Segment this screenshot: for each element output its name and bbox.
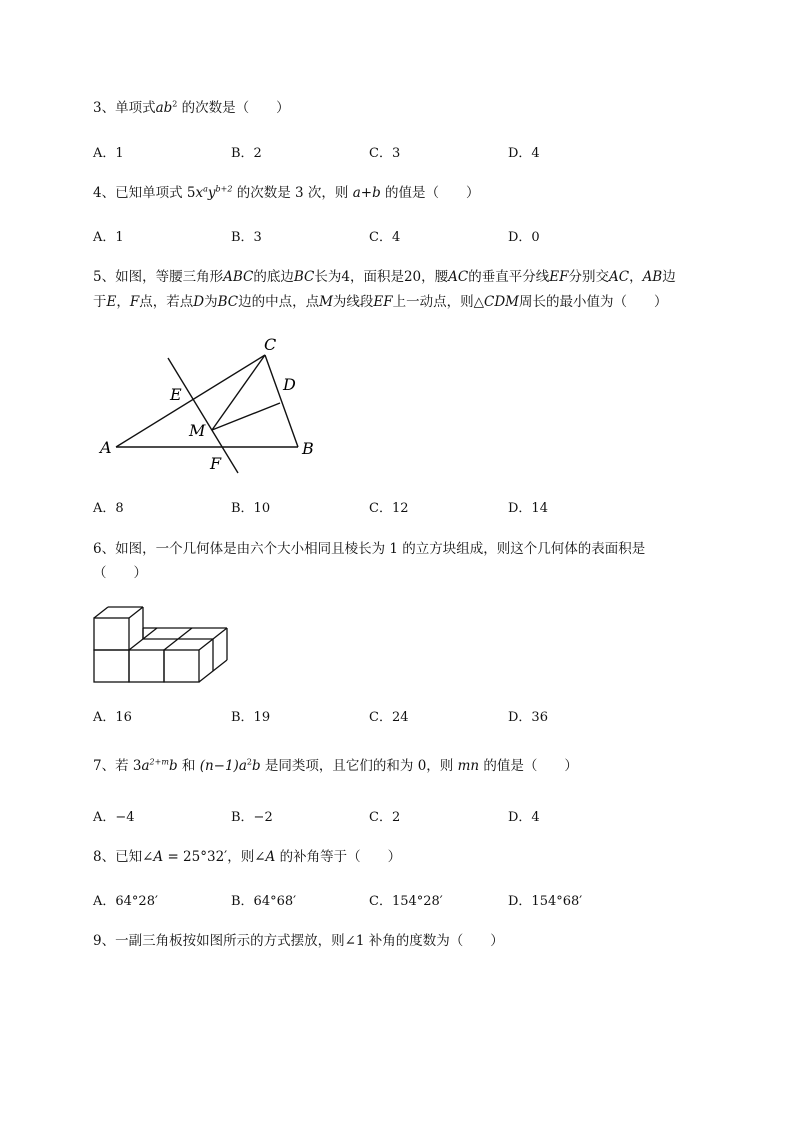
q6-option-c[interactable]: C．24 [369,710,409,725]
q5-l1-text-12: 边 [662,269,676,285]
q7-term1-var: a [141,758,150,774]
q8-suffix: 的补角等于（ ） [275,849,402,865]
q5-triangle-figure [90,330,330,480]
q4-option-b[interactable]: B．3 [231,230,262,245]
q6-option-a[interactable]: A．16 [93,710,132,725]
q8-option-c[interactable]: C．154°28′ [369,894,443,909]
q4-x: x [195,185,204,201]
q6-cube-front-2 [129,650,164,682]
q5-l2-m: M [319,294,333,310]
question-8 [93,847,401,867]
question-6-line-2: （ ） [93,565,147,581]
q6-edge-3 [129,607,143,618]
q7-option-d[interactable]: D．4 [508,810,540,825]
q7-and: 和 [177,758,200,774]
q5-l2-text-10: 为线段 [332,294,374,310]
q7-term1-b: b [168,758,178,774]
question-5-line-1 [93,267,676,287]
q8-option-a[interactable]: A．64°28′ [93,894,158,909]
q7-mid: 是同类项，且它们的和为 0，则 [260,758,458,774]
q4-mid: 的次数是 3 次，则 [232,185,353,201]
q5-label-m: M [189,421,206,440]
q3-option-b[interactable]: B．2 [231,146,262,161]
q5-l1-text-0: 5、如图，等腰三角形 [93,269,224,285]
q3-var: ab [155,100,173,116]
q5-l2-d: D [193,294,205,310]
q5-option-a[interactable]: A．8 [93,501,124,516]
q5-l1-ac: AC [448,269,469,285]
q4-expr: a+b [352,185,381,201]
q5-l2-text-4: 点，若点 [139,294,194,310]
q7-option-c[interactable]: C．2 [369,810,401,825]
q8-option-d[interactable]: D．154°68′ [508,894,583,909]
q7-option-a[interactable]: A．−4 [93,810,135,825]
q5-l2-text-14: 周长的最小值为（ ） [519,294,668,310]
q5-l2-e: E [106,294,117,310]
q5-l1-text-2: 的底边 [253,269,294,285]
q4-option-c[interactable]: C．4 [369,230,401,245]
q6-cube-front-3 [164,650,199,682]
q5-l2-text-0: 于 [93,294,107,310]
q8-options [93,890,693,910]
q5-l2-ef: EF [373,294,393,310]
q5-l1-ac-2: AC [608,269,630,285]
q5-label-c: C [264,335,277,354]
q5-option-d[interactable]: D．14 [508,501,548,516]
q5-label-b: B [302,439,314,458]
q3-option-d[interactable]: D．4 [508,146,540,161]
q6-options [93,706,693,726]
q5-l2-comma: ， [116,294,130,310]
q4-prefix: 4、已知单项式 5 [93,185,196,201]
q5-options [93,497,693,517]
q3-option-c[interactable]: C．3 [369,146,401,161]
q7-term2-paren: (n−1) [199,758,239,774]
q5-l1-text-6: 的垂直平分线 [468,269,550,285]
q5-l2-bc: BC [217,294,239,310]
q5-l1-text-4: 长为4，面积是20，腰 [314,269,449,285]
q4-y-exponent: b+2 [215,184,233,194]
q3-option-a[interactable]: A．1 [93,146,124,161]
question-5-line-2 [93,292,668,312]
q3-options [93,142,693,162]
q3-exponent: 2 [172,99,178,109]
question-9: 9、一副三角板按如图所示的方式摆放，则∠1 补角的度数为（ ） [93,933,504,949]
q8-eq: = 25°32′，则∠ [163,849,266,865]
q6-edge-5 [129,639,143,650]
q8-angle-a-2: A [265,849,276,865]
q4-options [93,226,693,246]
q5-segment-bc [265,355,298,447]
q5-option-c[interactable]: C．12 [369,501,409,516]
q7-option-b[interactable]: B．−2 [231,810,273,825]
q5-l2-cdm: CDM [484,294,520,310]
question-3 [93,98,290,118]
q4-x-exponent: a [203,184,208,194]
question-7 [93,756,578,776]
q7-prefix: 7、若 3 [93,758,142,774]
q8-prefix: 8、已知∠ [93,849,154,865]
q5-l1-abc: ABC [223,269,254,285]
q6-edge-1 [94,607,108,618]
q5-l1-ab: AB [642,269,663,285]
q3-prefix: 3、单项式 [93,100,156,116]
q4-option-d[interactable]: D．0 [508,230,540,245]
q7-term1-exp: 2+m [149,757,169,767]
q6-cube-front-1 [94,650,129,682]
q5-label-f: F [210,454,222,473]
q4-suffix: 的值是（ ） [380,185,480,201]
q8-option-b[interactable]: B．64°68′ [231,894,297,909]
q6-edge-6 [143,628,157,639]
q6-option-d[interactable]: D．36 [508,710,548,725]
q5-line-ef [168,358,238,473]
q4-option-a[interactable]: A．1 [93,230,124,245]
q5-l2-f: F [129,294,140,310]
q7-term2-exp: 2 [246,757,252,767]
q4-y: y [207,185,216,201]
q6-cube-front-top [94,618,129,650]
q5-l1-ef: EF [549,269,569,285]
q7-options [93,806,693,826]
question-4 [93,183,480,203]
q5-l1-text-8: 分别交 [568,269,609,285]
q5-l2-text-8: 边的中点，点 [238,294,320,310]
q3-suffix: 的次数是（ ） [177,100,290,116]
q7-term2-b: b [251,758,261,774]
q5-label-d: D [283,375,296,394]
q6-cubes-figure [90,602,240,686]
q6-option-b[interactable]: B．19 [231,710,271,725]
q8-angle-a: A [153,849,164,865]
q5-l1-comma: ， [629,269,643,285]
q5-label-a: A [100,438,112,457]
q5-option-b[interactable]: B．10 [231,501,271,516]
q5-l2-text-12: 上一动点，则△ [392,294,485,310]
question-6-line-1: 6、如图，一个几何体是由六个大小相同且棱长为 1 的立方块组成，则这个几何体的表面积是 [93,541,646,557]
q5-label-e: E [170,385,182,404]
q7-term2-var: a [238,758,247,774]
q5-l2-text-6: 为 [204,294,218,310]
q7-suffix: 的值是（ ） [479,758,578,774]
q7-mn: mn [457,758,480,774]
q5-l1-bc: BC [293,269,315,285]
